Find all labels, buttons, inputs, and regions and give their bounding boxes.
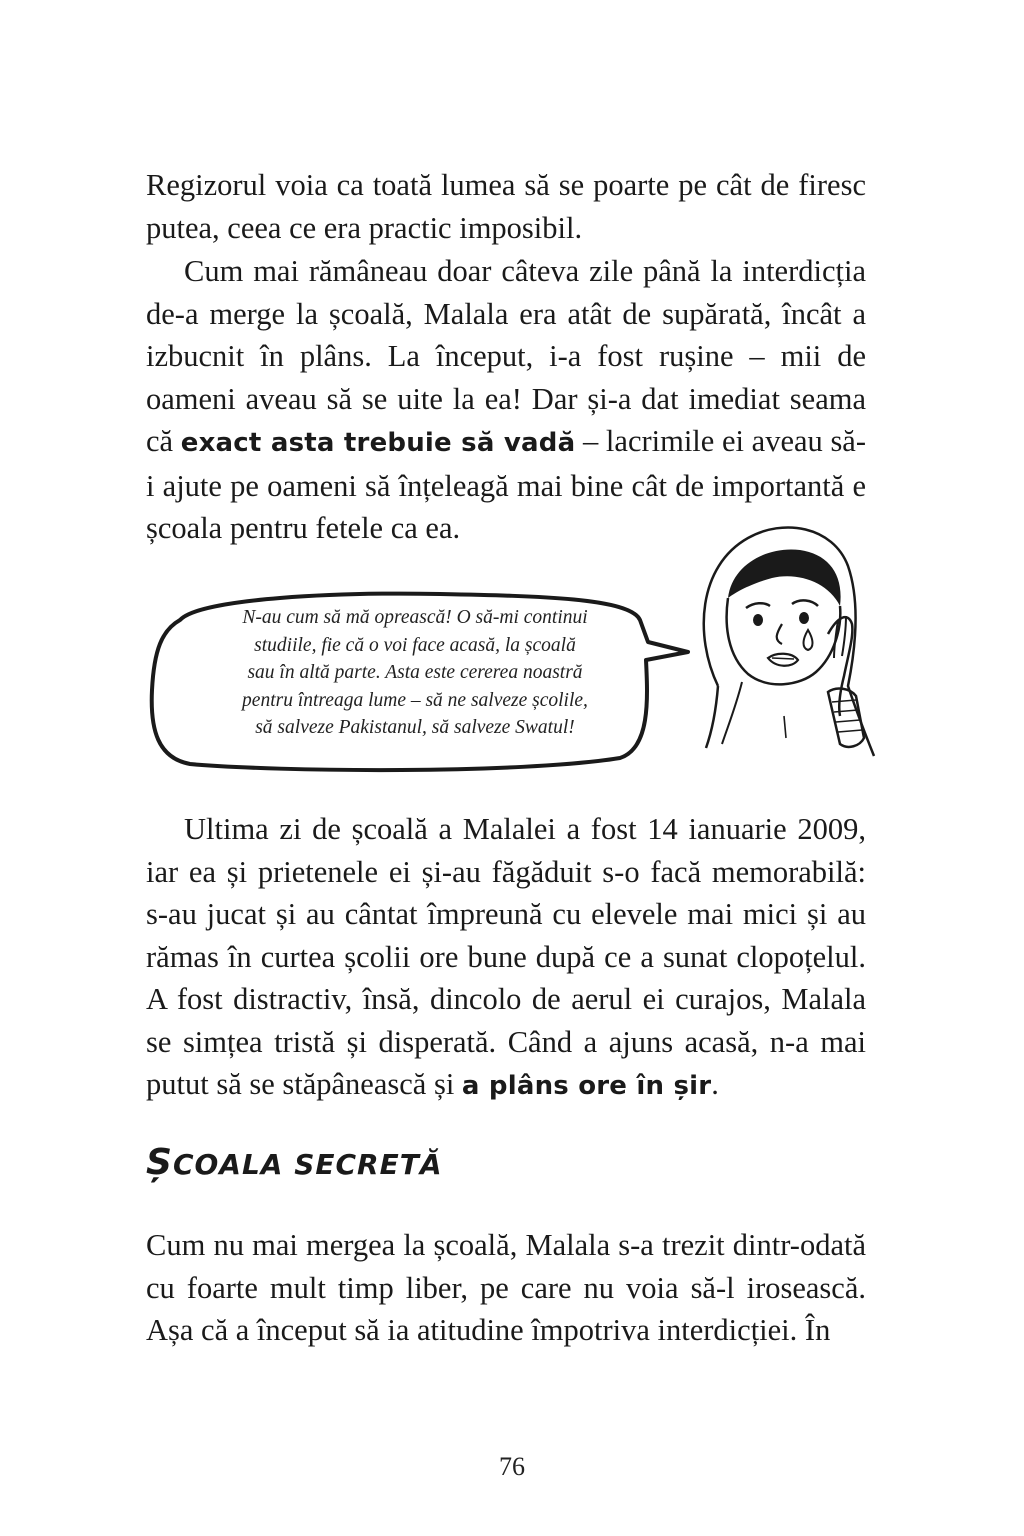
paragraph-2-text (146, 250, 866, 550)
section-heading-rest: COALA SECRETĂ (172, 1148, 443, 1181)
paragraph-3-end: . (711, 1067, 719, 1101)
paragraph-3-emphasis: a plâns ore în șir (461, 1071, 712, 1101)
paragraph-1 (146, 164, 866, 249)
paragraph-3-text (146, 808, 866, 1108)
paragraph-4-text: Cum nu mai mergea la școală, Malala s-a trezit dintr-odată cu foarte mult timp liber, pe care nu voia să-l irosească. Așa că a început să ia atitudine împotriva interdicției. În (146, 1228, 866, 1347)
speech-illustration (140, 580, 880, 780)
speech-line-5: să salveze Pakistanul, să salveze Swatul! (255, 717, 575, 738)
paragraph-2-emphasis: exact asta trebuie să vadă (180, 428, 576, 458)
section-heading (146, 1142, 443, 1183)
paragraph-2-start: Cum mai rămâneau doar câteva zile până la interdicția de-a merge la școală, Malala era atât de supărată, încât a izbucnit în plâns. La început, i-a fost rușine – mii de oameni aveau să se uite la ea! Dar și-a dat imediat seama că (146, 254, 866, 458)
page-number: 76 (499, 1452, 525, 1481)
paragraph-3-start: Ultima zi de școală a Malalei a fost 14 ianuarie 2009, iar ea și prietenele ei și-au făgăduit s-o facă memorabilă: s-au jucat și au cântat împreună cu elevele mai mici și au rămas în curtea școlii ore bune după ce a sunat clopoțelul. A fost distractiv, însă, dincolo de aerul ei curajos, Malala se simțea tristă și disperată. Când a ajuns acasă, n-a mai putut să se stăpânească și (146, 812, 866, 1101)
paragraph-4 (146, 1224, 866, 1352)
section-heading-initial: Ș (146, 1142, 173, 1183)
paragraph-3 (146, 808, 866, 1108)
speech-bubble-text (200, 604, 630, 742)
speech-line-4: pentru întreaga lume – să ne salveze școlile, (242, 689, 588, 711)
paragraph-2 (146, 250, 866, 550)
paragraph-2-end: – lacrimile ei aveau să-i ajute pe oameni să înțeleagă mai bine cât de importantă e școala pentru fetele ca ea. (146, 424, 867, 545)
speech-line-2: studiile, fie că o voi face acasă, la școală (254, 634, 576, 656)
paragraph-1-text: Regizorul voia ca toată lumea să se poarte pe cât de firesc putea, ceea ce era practic imposibil. (146, 168, 866, 245)
speech-line-3: sau în altă parte. Asta este cererea noastră (247, 662, 583, 683)
speech-line-1: N-au cum să mă oprească! O să-mi continui (242, 607, 588, 628)
crying-girl-headscarf-icon (688, 516, 878, 761)
